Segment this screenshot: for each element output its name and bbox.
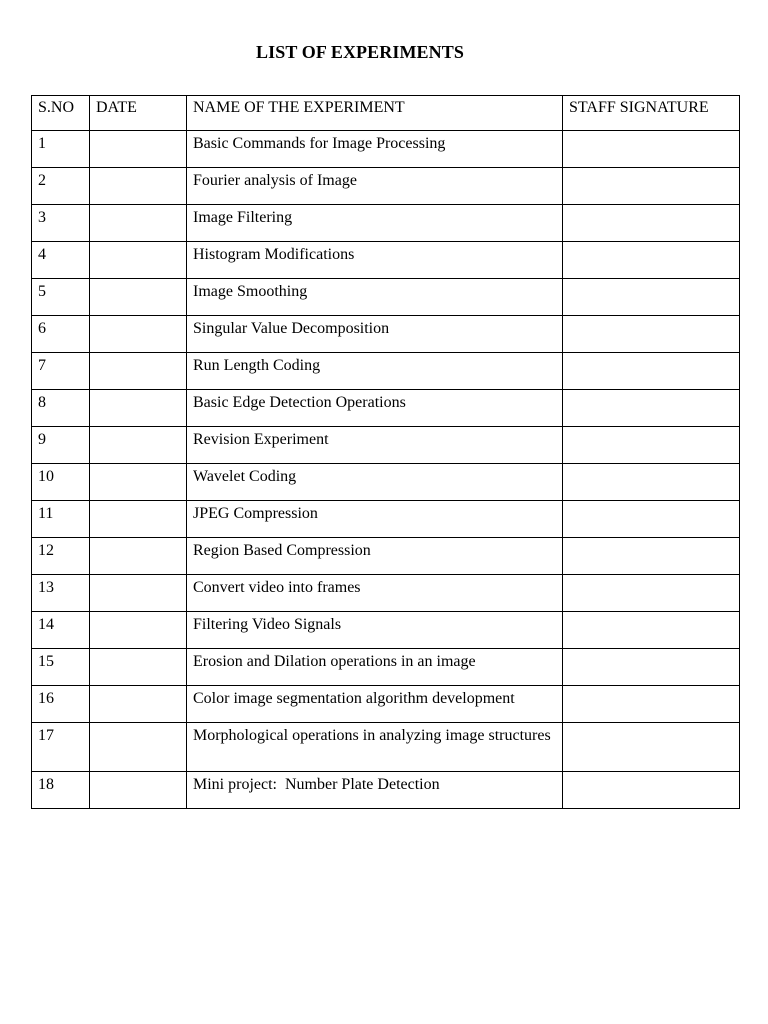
column-header-sno: S.NO [32,96,90,131]
table-row [32,649,740,686]
signature-cell [563,427,740,464]
experiment-name-cell: Filtering Video Signals [187,612,563,649]
sno-cell: 18 [32,772,90,809]
table-row [32,575,740,612]
signature-cell [563,316,740,353]
table-row [32,390,740,427]
experiment-name-cell: Convert video into frames [187,575,563,612]
table-row [32,427,740,464]
sno-cell: 10 [32,464,90,501]
signature-cell [563,168,740,205]
signature-cell [563,501,740,538]
date-cell [90,168,187,205]
date-cell [90,575,187,612]
sno-cell: 6 [32,316,90,353]
sno-cell: 2 [32,168,90,205]
experiment-name-cell: Morphological operations in analyzing image structures [187,723,563,772]
sno-cell: 14 [32,612,90,649]
experiment-name-cell: Basic Commands for Image Processing [187,131,563,168]
signature-cell [563,390,740,427]
experiment-name-cell: Mini project: Number Plate Detection [187,772,563,809]
experiment-name-cell: Color image segmentation algorithm development [187,686,563,723]
date-cell [90,390,187,427]
table-row [32,464,740,501]
table-row [32,686,740,723]
sno-cell: 9 [32,427,90,464]
signature-cell [563,723,740,772]
signature-cell [563,242,740,279]
date-cell [90,279,187,316]
sno-cell: 3 [32,205,90,242]
signature-cell [563,353,740,390]
date-cell [90,205,187,242]
experiment-name-cell: Image Filtering [187,205,563,242]
experiment-name-cell: Revision Experiment [187,427,563,464]
signature-cell [563,772,740,809]
date-cell [90,353,187,390]
signature-cell [563,686,740,723]
table-row [32,723,740,772]
sno-cell: 8 [32,390,90,427]
table-header-row [32,96,740,131]
sno-cell: 16 [32,686,90,723]
signature-cell [563,279,740,316]
sno-cell: 13 [32,575,90,612]
column-header-signature: STAFF SIGNATURE [563,96,740,131]
experiment-name-cell: Erosion and Dilation operations in an image [187,649,563,686]
date-cell [90,131,187,168]
date-cell [90,501,187,538]
table-row [32,538,740,575]
column-header-date: DATE [90,96,187,131]
experiment-name-cell: Singular Value Decomposition [187,316,563,353]
sno-cell: 7 [32,353,90,390]
table-row [32,612,740,649]
column-header-name: NAME OF THE EXPERIMENT [187,96,563,131]
sno-cell: 1 [32,131,90,168]
signature-cell [563,464,740,501]
experiments-table [31,95,740,809]
table-row [32,772,740,809]
experiment-name-cell: Basic Edge Detection Operations [187,390,563,427]
date-cell [90,686,187,723]
experiment-name-cell: Histogram Modifications [187,242,563,279]
signature-cell [563,205,740,242]
table-row [32,168,740,205]
signature-cell [563,538,740,575]
date-cell [90,772,187,809]
experiment-name-cell: Wavelet Coding [187,464,563,501]
date-cell [90,538,187,575]
date-cell [90,649,187,686]
signature-cell [563,649,740,686]
date-cell [90,242,187,279]
experiment-name-cell: Run Length Coding [187,353,563,390]
experiment-name-cell: Image Smoothing [187,279,563,316]
table-row [32,242,740,279]
page-title: LIST OF EXPERIMENTS [256,42,464,62]
sno-cell: 17 [32,723,90,772]
table-row [32,279,740,316]
table-row [32,205,740,242]
date-cell [90,464,187,501]
date-cell [90,723,187,772]
sno-cell: 12 [32,538,90,575]
experiment-name-cell: JPEG Compression [187,501,563,538]
table-row [32,131,740,168]
table-row [32,353,740,390]
experiment-name-cell: Region Based Compression [187,538,563,575]
signature-cell [563,612,740,649]
sno-cell: 15 [32,649,90,686]
date-cell [90,612,187,649]
date-cell [90,316,187,353]
table-row [32,501,740,538]
date-cell [90,427,187,464]
signature-cell [563,575,740,612]
sno-cell: 11 [32,501,90,538]
table-row [32,316,740,353]
sno-cell: 4 [32,242,90,279]
signature-cell [563,131,740,168]
sno-cell: 5 [32,279,90,316]
experiment-name-cell: Fourier analysis of Image [187,168,563,205]
